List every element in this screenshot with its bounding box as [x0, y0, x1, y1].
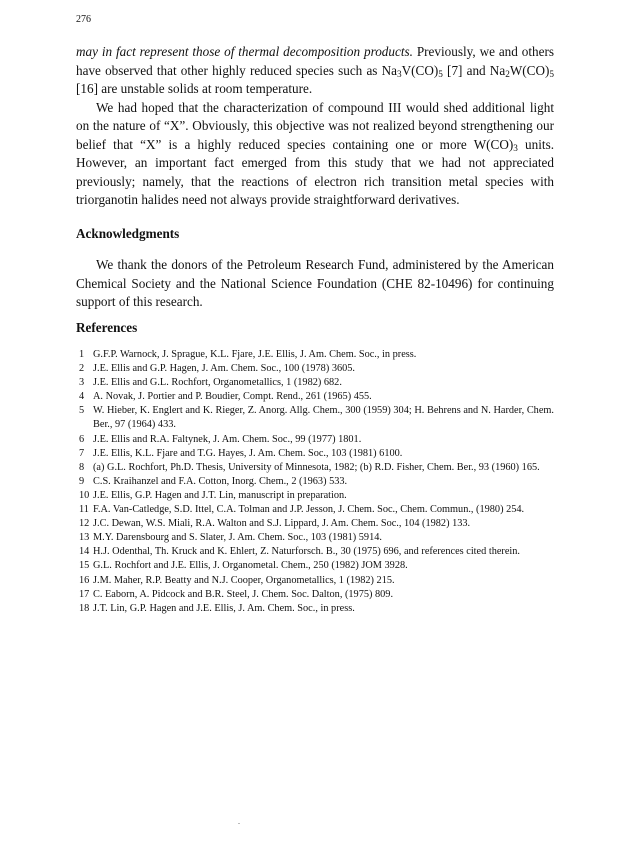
- paragraph-2-text-a: We had hoped that the characterization of compound III would shed additional light on the nature of “X”. Obviously, this objective was not realized beyond strengthening our belief that “X” is a highly reduced species containing one or more W(CO): [76, 99, 554, 152]
- acknowledgments-heading: Acknowledgments: [76, 226, 180, 241]
- reference-item: [76, 574, 554, 588]
- reference-number: 10: [79, 489, 90, 501]
- paragraph-2-text-b: units. However, an important fact emerged from this study that we had not appreciated previously; namely, that the reactions of electron rich transition metal species with triorganotin halides need not always provide straightforward derivatives.: [76, 136, 554, 207]
- reference-number: 5: [79, 405, 85, 417]
- reference-text: J.C. Dewan, W.S. Miali, R.A. Walton and S.J. Lippard, J. Am. Chem. Soc., 104 (1982) 133.: [93, 518, 471, 530]
- reference-number: 13: [79, 532, 90, 544]
- reference-text: (a) G.L. Rochfort, Ph.D. Thesis, University of Minnesota, 1982; (b) R.D. Fisher, Chem. Ber., 93 (1960) 165.: [93, 461, 540, 473]
- reference-item: [76, 461, 554, 475]
- reference-number: 1: [79, 349, 85, 360]
- body-text: [76, 43, 554, 210]
- paragraph-1-text-e: [16] are unstable solids at room temperature.: [76, 81, 313, 96]
- reference-list: [76, 348, 554, 616]
- scan-speck: [238, 823, 240, 824]
- reference-text: C.S. Kraihanzel and F.A. Cotton, Inorg. Chem., 2 (1963) 533.: [93, 475, 348, 487]
- reference-number: 6: [79, 433, 85, 445]
- reference-text: M.Y. Darensbourg and S. Slater, J. Am. Chem. Soc., 103 (1981) 5914.: [93, 532, 382, 544]
- paragraph-1-text-d: W(CO): [509, 62, 550, 78]
- reference-number: 17: [79, 588, 90, 600]
- subscript: 5: [549, 68, 555, 79]
- reference-item: [76, 602, 554, 616]
- reference-number: 15: [79, 560, 90, 572]
- paragraph-1-text-a: Previously, we and others have observed that other highly reduced species such as Na: [76, 44, 554, 78]
- reference-number: 18: [79, 602, 90, 614]
- reference-number: 12: [79, 518, 90, 530]
- paragraph-2: [76, 99, 554, 210]
- reference-number: 4: [79, 391, 85, 403]
- reference-text: C. Eaborn, A. Pidcock and B.R. Steel, J. Chem. Soc. Dalton, (1975) 809.: [93, 588, 394, 600]
- reference-text: G.L. Rochfort and J.E. Ellis, J. Organometal. Chem., 250 (1982) JOM 3928.: [93, 560, 408, 572]
- paragraph-1: [76, 43, 554, 99]
- reference-text: G.F.P. Warnock, J. Sprague, K.L. Fjare, J.E. Ellis, J. Am. Chem. Soc., in press.: [93, 349, 417, 360]
- reference-text: J.E. Ellis, K.L. Fjare and T.G. Hayes, J. Am. Chem. Soc., 103 (1981) 6100.: [93, 447, 403, 459]
- reference-number: 16: [79, 574, 90, 586]
- reference-item: [76, 517, 554, 531]
- reference-item: [76, 348, 554, 362]
- references-heading: References: [76, 320, 138, 335]
- reference-text: F.A. Van-Catledge, S.D. Ittel, C.A. Tolman and J.P. Jesson, J. Chem. Soc., Chem. Commun., (1980) 254.: [93, 504, 525, 516]
- reference-text: J.E. Ellis and G.P. Hagen, J. Am. Chem. Soc., 100 (1978) 3605.: [93, 363, 355, 375]
- reference-number: 2: [79, 363, 85, 375]
- reference-number: 7: [79, 447, 85, 459]
- reference-item: [76, 489, 554, 503]
- reference-text: A. Novak, J. Portier and P. Boudier, Compt. Rend., 261 (1965) 455.: [93, 391, 372, 403]
- reference-item: [76, 559, 554, 573]
- reference-item: [76, 503, 554, 517]
- reference-number: 3: [79, 377, 85, 389]
- reference-number: 11: [79, 504, 89, 516]
- reference-text: J.E. Ellis, G.P. Hagen and J.T. Lin, manuscript in preparation.: [93, 489, 347, 501]
- reference-item: [76, 390, 554, 404]
- reference-item: [76, 447, 554, 461]
- acknowledgments-text: [76, 256, 554, 312]
- reference-text: H.J. Odenthal, Th. Kruck and K. Ehlert, Z. Naturforsch. B., 30 (1975) 696, and references cited therein.: [93, 546, 520, 558]
- subscript: 2: [505, 68, 510, 79]
- reference-text: J.E. Ellis and R.A. Faltynek, J. Am. Chem. Soc., 99 (1977) 1801.: [93, 433, 362, 445]
- italic-lead: may in fact represent those of thermal decomposition products.: [76, 44, 413, 59]
- subscript: 5: [438, 68, 443, 79]
- reference-item: [76, 376, 554, 390]
- reference-item: [76, 362, 554, 376]
- reference-text: J.E. Ellis and G.L. Rochfort, Organometallics, 1 (1982) 682.: [93, 377, 342, 389]
- paragraph-1-text-c: [7] and Na: [442, 62, 506, 78]
- reference-text: W. Hieber, K. Englert and K. Rieger, Z. Anorg. Allg. Chem., 300 (1959) 304; H. Behrens and N. Harder, Chem. Ber., 97 (1964) 433.: [93, 405, 554, 431]
- reference-item: [76, 531, 554, 545]
- reference-item: [76, 545, 554, 559]
- acknowledgments-paragraph: We thank the donors of the Petroleum Research Fund, administered by the American Chemical Society and the National Science Foundation (CHE 82-10496) for continuing support of this research.: [76, 257, 554, 309]
- reference-number: 8: [79, 461, 85, 473]
- reference-item: [76, 588, 554, 602]
- reference-item: [76, 475, 554, 489]
- reference-item: [76, 404, 554, 432]
- reference-text: J.T. Lin, G.P. Hagen and J.E. Ellis, J. Am. Chem. Soc., in press.: [93, 602, 355, 614]
- page-number: 276: [76, 14, 91, 25]
- reference-text: J.M. Maher, R.P. Beatty and N.J. Cooper, Organometallics, 1 (1982) 215.: [93, 574, 395, 586]
- subscript: 3: [513, 142, 518, 153]
- reference-number: 14: [79, 546, 90, 558]
- reference-number: 9: [79, 475, 85, 487]
- reference-item: [76, 433, 554, 447]
- paragraph-1-text-b: V(CO): [401, 62, 439, 78]
- subscript: 3: [396, 68, 402, 79]
